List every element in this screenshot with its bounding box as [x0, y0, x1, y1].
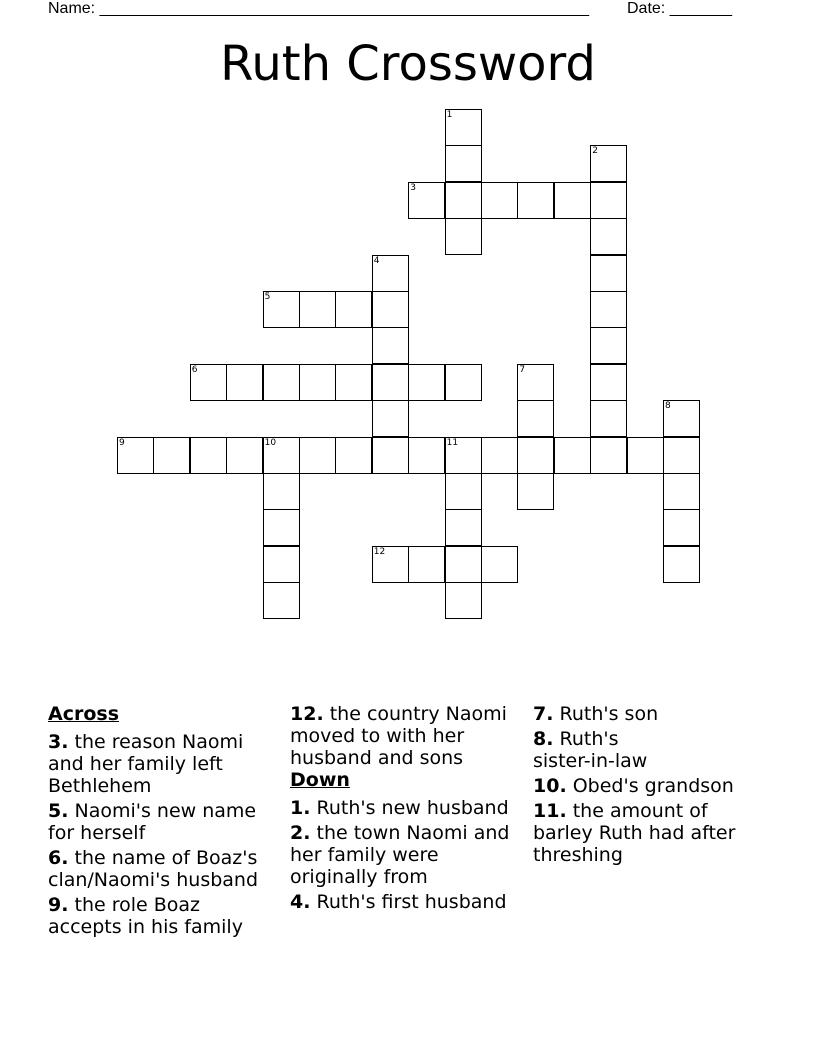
clue-number: 3 [410, 182, 416, 193]
grid-cell[interactable] [590, 182, 627, 219]
grid-cell[interactable] [445, 182, 482, 219]
grid-cell[interactable] [190, 364, 227, 401]
grid-cell[interactable] [372, 364, 409, 401]
grid-cell[interactable] [663, 400, 700, 437]
clue-number: 8 [665, 401, 671, 412]
grid-cell[interactable] [517, 182, 554, 219]
grid-cell[interactable] [590, 218, 627, 255]
grid-cell[interactable] [299, 364, 336, 401]
clue-across-5: 5. Naomi's new name for herself [48, 800, 257, 844]
grid-cell[interactable] [481, 437, 518, 474]
clue-down-10: 10. Obed's grandson [533, 775, 734, 797]
grid-cell[interactable] [481, 182, 518, 219]
clue-number: 4 [373, 255, 380, 266]
grid-cell[interactable] [590, 291, 627, 328]
grid-cell[interactable] [554, 437, 591, 474]
grid-cell[interactable] [372, 327, 409, 364]
grid-cell[interactable] [372, 255, 409, 292]
clue-number: 9 [119, 437, 125, 448]
across-heading: Across [48, 703, 120, 725]
clue-number: 2 [592, 146, 598, 157]
clue-across-3: 3. the reason Naomi and her family left Bethlehem [48, 731, 244, 797]
clue-column-3 [533, 703, 773, 869]
grid-cell[interactable] [408, 364, 445, 401]
grid-cell[interactable] [481, 546, 518, 583]
grid-cell[interactable] [226, 437, 263, 474]
grid-cell[interactable] [445, 546, 482, 583]
grid-cell[interactable] [190, 437, 227, 474]
clue-number: 6 [191, 364, 198, 375]
grid-cell[interactable] [554, 182, 591, 219]
grid-cell[interactable] [663, 437, 700, 474]
grid-cell[interactable] [408, 182, 445, 219]
grid-cell[interactable] [590, 400, 627, 437]
grid-cell[interactable] [517, 473, 554, 510]
grid-cell[interactable] [445, 509, 482, 546]
grid-cell[interactable] [372, 291, 409, 328]
clue-across-12: 12. the country Naomi moved to with her husband and sons [290, 703, 507, 769]
grid-cell[interactable] [590, 437, 627, 474]
date-field[interactable]: Date: _______ [627, 0, 732, 17]
grid-cell[interactable] [335, 437, 372, 474]
grid-cell[interactable] [226, 364, 263, 401]
grid-cell[interactable] [445, 473, 482, 510]
clue-number: 11 [446, 437, 459, 448]
grid-cell[interactable] [590, 255, 627, 292]
grid-cell[interactable] [445, 218, 482, 255]
grid-cell[interactable] [153, 437, 190, 474]
grid-cell[interactable] [627, 437, 664, 474]
grid-cell[interactable] [445, 582, 482, 619]
page-title: Ruth Crossword [220, 36, 596, 92]
grid-cell[interactable] [663, 473, 700, 510]
grid-cell[interactable] [299, 291, 336, 328]
grid-cell[interactable] [445, 145, 482, 182]
clue-number: 5 [264, 292, 271, 302]
clue-down-11: 11. the amount of barley Ruth had after threshing [533, 800, 736, 866]
grid-cell[interactable] [263, 364, 300, 401]
clue-down-2: 2. the town Naomi and her family were originally from [290, 822, 510, 888]
grid-cell[interactable] [117, 437, 154, 474]
down-heading: Down [290, 769, 350, 791]
grid-cell[interactable] [263, 509, 300, 546]
grid-cell[interactable] [372, 400, 409, 437]
grid-cell[interactable] [663, 546, 700, 583]
grid-cell[interactable] [408, 546, 445, 583]
grid-cell[interactable] [517, 437, 554, 474]
grid-cell[interactable] [445, 109, 482, 146]
grid-cell[interactable] [299, 437, 336, 474]
grid-cell[interactable] [263, 582, 300, 619]
clue-number: 10 [264, 437, 277, 448]
clue-down-7: 7. Ruth's son [533, 703, 659, 725]
grid-cell[interactable] [517, 364, 554, 401]
grid-cell[interactable] [590, 364, 627, 401]
clue-number: 1 [446, 110, 453, 120]
clue-number: 12 [373, 546, 386, 557]
grid-cell[interactable] [590, 145, 627, 182]
clue-down-8: 8. Ruth's sister-in-law [533, 728, 648, 772]
grid-cell[interactable] [263, 291, 300, 328]
name-field[interactable]: Name: _______________________________________________________ [48, 0, 589, 17]
clue-number: 7 [519, 364, 526, 375]
grid-cell[interactable] [335, 364, 372, 401]
grid-cell[interactable] [372, 546, 409, 583]
grid-cell[interactable] [372, 437, 409, 474]
grid-cell[interactable] [663, 509, 700, 546]
grid-cell[interactable] [263, 437, 300, 474]
grid-cell[interactable] [590, 327, 627, 364]
clue-down-4: 4. Ruth's first husband [290, 891, 507, 913]
grid-cell[interactable] [445, 437, 482, 474]
clue-column-1 [48, 703, 278, 941]
clue-down-1: 1. Ruth's new husband [290, 797, 509, 819]
grid-cell[interactable] [408, 437, 445, 474]
grid-cell[interactable] [517, 400, 554, 437]
grid-cell[interactable] [335, 291, 372, 328]
grid-cell[interactable] [263, 546, 300, 583]
clue-across-9: 9. the role Boaz accepts in his family [48, 894, 243, 938]
clue-column-2 [290, 703, 520, 916]
clue-across-6: 6. the name of Boaz's clan/Naomi's husband [48, 847, 259, 891]
grid-cell[interactable] [445, 364, 482, 401]
grid-cell[interactable] [263, 473, 300, 510]
